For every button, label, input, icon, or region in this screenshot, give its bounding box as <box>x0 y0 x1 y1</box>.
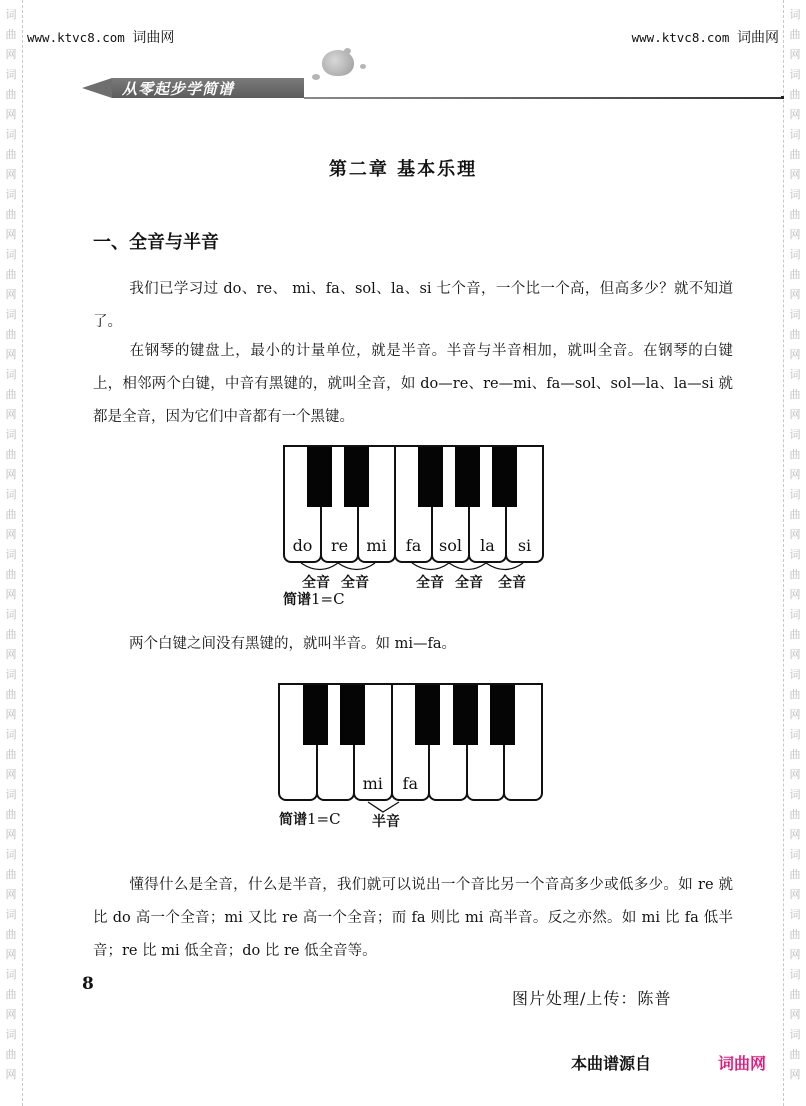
watermark-char: 词 <box>789 908 801 921</box>
watermark-group <box>6 185 17 245</box>
watermark-char: 词 <box>5 188 17 201</box>
paragraph-4 <box>93 869 733 968</box>
watermark-group <box>6 845 17 905</box>
watermark-char: 词 <box>5 68 17 81</box>
watermark-char: 曲 <box>5 148 17 161</box>
interval-label: 半音 <box>372 814 400 830</box>
watermark-char: 词 <box>5 308 17 321</box>
watermark-char: 曲 <box>5 88 17 101</box>
watermark-char: 词 <box>5 128 17 141</box>
watermark-char: 曲 <box>789 208 801 221</box>
watermark-group <box>6 245 17 305</box>
watermark-char: 网 <box>5 348 17 361</box>
watermark-char: 网 <box>789 1068 801 1081</box>
watermark-char: 词 <box>789 308 801 321</box>
keyboard-top-edge <box>278 683 541 685</box>
watermark-char: 网 <box>789 888 801 901</box>
site-url: www.ktvc8.com <box>27 30 125 45</box>
watermark-char: 网 <box>789 588 801 601</box>
watermark-group <box>790 785 801 845</box>
key-label: mi <box>366 536 387 555</box>
watermark-group <box>790 5 801 65</box>
watermark-char: 网 <box>5 948 17 961</box>
watermark-char: 网 <box>789 828 801 841</box>
watermark-group <box>790 185 801 245</box>
watermark-char: 网 <box>789 48 801 61</box>
keyboard-top-edge <box>283 445 542 447</box>
watermark-char: 曲 <box>789 748 801 761</box>
paragraph-1 <box>93 273 733 339</box>
watermark-char: 词 <box>789 428 801 441</box>
watermark-char: 曲 <box>789 628 801 641</box>
key-signature <box>283 589 345 609</box>
watermark-char: 词 <box>5 428 17 441</box>
watermark-char: 网 <box>5 1008 17 1021</box>
watermark-char: 网 <box>789 348 801 361</box>
watermark-group <box>790 845 801 905</box>
watermark-char: 网 <box>789 228 801 241</box>
watermark-char: 词 <box>789 368 801 381</box>
watermark-char: 网 <box>789 708 801 721</box>
black-key <box>455 445 480 507</box>
watermark-char: 网 <box>5 288 17 301</box>
watermark-char: 曲 <box>789 268 801 281</box>
watermark-char: 曲 <box>789 388 801 401</box>
watermark-char: 词 <box>5 368 17 381</box>
black-key <box>492 445 517 507</box>
watermark-group <box>790 365 801 425</box>
watermark-char: 词 <box>5 8 17 21</box>
watermark-char: 词 <box>5 608 17 621</box>
watermark-char: 网 <box>789 468 801 481</box>
watermark-group <box>790 905 801 965</box>
paragraph-text: 两个白键之间没有黑键的，就叫半音。如 mi—fa。 <box>129 636 457 652</box>
watermark-char: 词 <box>5 548 17 561</box>
watermark-char: 词 <box>5 788 17 801</box>
bubble-icon <box>360 64 366 69</box>
watermark-char: 网 <box>5 528 17 541</box>
bubble-icon <box>312 74 320 80</box>
watermark-group <box>790 485 801 545</box>
watermark-group <box>790 1025 801 1085</box>
watermark-char: 词 <box>789 848 801 861</box>
watermark-char: 曲 <box>789 988 801 1001</box>
watermark-char: 词 <box>789 728 801 741</box>
site-url: www.ktvc8.com <box>631 30 730 45</box>
key-label: la <box>480 536 495 555</box>
watermark-char: 词 <box>789 68 801 81</box>
black-key <box>453 683 478 745</box>
key-signature-value: 1=C <box>311 590 345 608</box>
watermark-char: 曲 <box>789 328 801 341</box>
watermark-char: 曲 <box>789 928 801 941</box>
watermark-char: 网 <box>789 648 801 661</box>
watermark-char: 网 <box>789 528 801 541</box>
watermark-char: 词 <box>5 728 17 741</box>
key-signature <box>279 809 341 829</box>
key-label: fa <box>402 774 418 793</box>
watermark-char: 曲 <box>789 1048 801 1061</box>
watermark-char: 曲 <box>789 88 801 101</box>
site-link-left[interactable] <box>27 27 174 47</box>
watermark-char: 曲 <box>5 688 17 701</box>
watermark-group <box>6 485 17 545</box>
paragraph-text: 懂得什么是全音，什么是半音，我们就可以说出一个音比另一个音高多少或低多少。如 re 就比 do 高一个全音；mi 又比 re 高一个全音；而 fa 则比 mi 高半音。反之亦然。如 mi 比 fa 低半音；re 比 mi 低全音；do 比 re 低全音等。 <box>93 877 733 959</box>
key-label: do <box>292 536 313 555</box>
watermark-char: 网 <box>5 828 17 841</box>
watermark-char: 曲 <box>5 928 17 941</box>
key-label: re <box>330 536 349 555</box>
paragraph-text: 我们已学习过 do、re、 mi、fa、sol、la、si 七个音，一个比一个高，但高多少？就不知道了。 <box>93 281 733 330</box>
watermark-char: 网 <box>5 468 17 481</box>
watermark-group <box>790 245 801 305</box>
watermark-char: 网 <box>789 1008 801 1021</box>
watermark-group <box>790 425 801 485</box>
watermark-char: 曲 <box>5 568 17 581</box>
watermark-char: 网 <box>789 108 801 121</box>
black-key <box>418 445 443 507</box>
watermark-char: 网 <box>5 588 17 601</box>
watermark-char: 词 <box>5 1028 17 1041</box>
key-signature-value: 1=C <box>307 810 341 828</box>
arrow-icon <box>82 78 112 98</box>
watermark-group <box>6 665 17 725</box>
watermark-char: 网 <box>5 408 17 421</box>
watermark-char: 曲 <box>789 808 801 821</box>
key-label: sol <box>439 536 462 555</box>
site-name: 词曲网 <box>132 30 175 46</box>
watermark-char: 词 <box>789 968 801 981</box>
watermark-char: 曲 <box>5 268 17 281</box>
paragraph-3 <box>93 628 733 661</box>
key-signature-prefix: 简谱 <box>283 592 311 608</box>
watermark-group <box>6 1025 17 1085</box>
watermark-char: 曲 <box>5 628 17 641</box>
watermark-char: 曲 <box>5 988 17 1001</box>
interval-label: 全音 <box>455 575 483 591</box>
watermark-char: 词 <box>5 848 17 861</box>
upload-credit: 图片处理/上传：陈普 <box>512 989 672 1008</box>
watermark-char: 曲 <box>5 208 17 221</box>
black-key <box>490 683 515 745</box>
black-key <box>344 445 369 507</box>
watermark-char: 曲 <box>5 748 17 761</box>
watermark-char: 网 <box>789 168 801 181</box>
key-label: fa <box>405 536 422 555</box>
black-key <box>307 445 332 507</box>
watermark-group <box>6 725 17 785</box>
watermark-char: 词 <box>789 128 801 141</box>
watermark-char: 网 <box>789 288 801 301</box>
watermark-char: 词 <box>789 548 801 561</box>
watermark-char: 曲 <box>5 1048 17 1061</box>
watermark-group <box>790 305 801 365</box>
watermark-char: 网 <box>789 768 801 781</box>
watermark-char: 网 <box>5 888 17 901</box>
watermark-char: 曲 <box>789 868 801 881</box>
watermark-char: 网 <box>789 948 801 961</box>
watermark-char: 网 <box>5 108 17 121</box>
site-name: 词曲网 <box>737 30 779 46</box>
watermark-char: 词 <box>5 668 17 681</box>
watermark-char: 曲 <box>789 568 801 581</box>
watermark-char: 网 <box>5 48 17 61</box>
watermark-group <box>790 965 801 1025</box>
watermark-char: 词 <box>5 908 17 921</box>
watermark-char: 网 <box>5 1068 17 1081</box>
watermark-char: 词 <box>789 248 801 261</box>
rule-end-dot <box>781 96 784 99</box>
watermark-group <box>790 725 801 785</box>
chapter-title: 第二章 基本乐理 <box>328 159 478 180</box>
watermark-char: 曲 <box>789 28 801 41</box>
watermark-char: 曲 <box>5 868 17 881</box>
paragraph-text: 在钢琴的键盘上，最小的计量单位，就是半音。半音与半音相加，就叫全音。在钢琴的白键上，相邻两个白键，中音有黑键的，就叫全音，如 do—re、re—mi、fa—sol、sol—la、la—si 就都是全音，因为它们中音都有一个黑键。 <box>93 343 733 425</box>
interval-label: 全音 <box>341 575 369 591</box>
watermark-char: 曲 <box>5 328 17 341</box>
watermark-char: 词 <box>5 488 17 501</box>
site-link-right[interactable] <box>632 27 779 47</box>
watermark-char: 曲 <box>5 28 17 41</box>
interval-label: 全音 <box>498 575 526 591</box>
watermark-group <box>790 605 801 665</box>
key-label: mi <box>362 774 383 793</box>
watermark-char: 网 <box>5 228 17 241</box>
page-number: 8 <box>82 974 94 994</box>
watermark-group <box>6 785 17 845</box>
interval-label: 全音 <box>302 575 330 591</box>
watermark-char: 词 <box>5 968 17 981</box>
watermark-char: 网 <box>5 168 17 181</box>
watermark-char: 曲 <box>789 148 801 161</box>
banner-title: 从零起步学简谱 <box>112 78 304 98</box>
watermark-group <box>6 605 17 665</box>
watermark-char: 词 <box>789 668 801 681</box>
watermark-group <box>790 545 801 605</box>
key-signature-prefix: 简谱 <box>279 812 307 828</box>
watermark-char: 词 <box>5 248 17 261</box>
interval-label: 全音 <box>416 575 444 591</box>
source-link[interactable]: 词曲网 <box>718 1054 767 1073</box>
header-rule <box>304 97 782 99</box>
watermark-group <box>790 665 801 725</box>
watermark-group <box>6 5 17 65</box>
watermark-group <box>6 305 17 365</box>
watermark-char: 网 <box>5 708 17 721</box>
key-label: si <box>517 536 532 555</box>
section-title: 一、全音与半音 <box>93 232 219 253</box>
bubble-icon <box>344 48 351 54</box>
book-banner <box>82 60 782 102</box>
watermark-group <box>790 65 801 125</box>
watermark-char: 曲 <box>5 808 17 821</box>
watermark-char: 曲 <box>789 508 801 521</box>
watermark-group <box>6 425 17 485</box>
black-key <box>340 683 365 745</box>
watermark-char: 网 <box>5 768 17 781</box>
paragraph-2 <box>93 335 733 434</box>
watermark-char: 词 <box>789 788 801 801</box>
watermark-char: 曲 <box>789 688 801 701</box>
watermark-char: 词 <box>789 8 801 21</box>
heart-icon <box>322 50 354 76</box>
watermark-group <box>6 65 17 125</box>
black-key <box>303 683 328 745</box>
watermark-char: 曲 <box>789 448 801 461</box>
black-key <box>415 683 440 745</box>
watermark-char: 网 <box>789 408 801 421</box>
watermark-group <box>6 965 17 1025</box>
watermark-group <box>6 905 17 965</box>
watermark-char: 曲 <box>5 448 17 461</box>
watermark-char: 词 <box>789 1028 801 1041</box>
watermark-char: 曲 <box>5 388 17 401</box>
watermark-group <box>6 545 17 605</box>
source-label: 本曲谱源自 <box>571 1054 652 1073</box>
watermark-group <box>6 365 17 425</box>
watermark-char: 词 <box>789 188 801 201</box>
watermark-char: 词 <box>789 608 801 621</box>
watermark-char: 网 <box>5 648 17 661</box>
watermark-char: 词 <box>789 488 801 501</box>
watermark-char: 曲 <box>5 508 17 521</box>
